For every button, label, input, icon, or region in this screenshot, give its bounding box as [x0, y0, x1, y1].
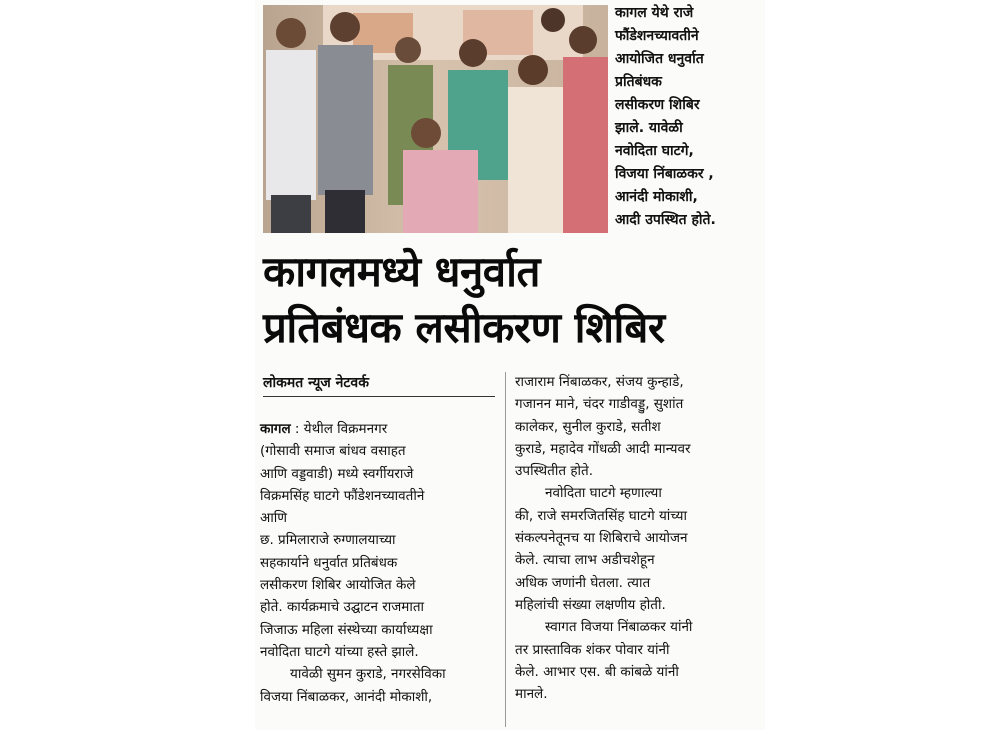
caption-line: लसीकरण शिबिर — [615, 97, 700, 113]
photo-caption — [615, 2, 763, 232]
paragraph-line: केले. आभार एस. बी कांबळे यांनी — [515, 663, 679, 680]
caption-line: फौंडेशनच्यावतीने — [615, 28, 699, 44]
news-photo — [263, 5, 608, 233]
paragraph-line: कुराडे, महादेव गोंधळी आदी मान्यवर — [515, 440, 691, 457]
dateline: कागल — [260, 421, 291, 437]
paragraph-line: छ. प्रमिलाराजे रुग्णालयाच्या — [260, 532, 396, 549]
paragraph-line: तर प्रास्ताविक शंकर पोवार यांनी — [515, 641, 670, 658]
paragraph-line: संकल्पनेतूनच या शिबिराचे आयोजन — [515, 530, 688, 547]
caption-line: आदी उपस्थित होते. — [615, 212, 716, 228]
paragraph-line: कागल : येथील विक्रमनगर — [260, 421, 388, 437]
paragraph-line: कालेकर, सुनील कुराडे, सतीश — [515, 418, 661, 435]
caption-line: नवोदिता घाटगे, — [615, 143, 694, 159]
column-divider — [505, 372, 506, 727]
paragraph-line: राजाराम निंबाळकर, संजय कुन्हाडे, — [515, 374, 684, 390]
caption-line: आयोजित धनुर्वात — [615, 51, 704, 67]
paragraph-line: गजानन माने, चंदर गाडीवड्डु, सुशांत — [515, 396, 684, 413]
paragraph-line: लसीकरण शिबिर आयोजित केले — [260, 577, 416, 594]
paragraph-line: अधिक जणांनी घेतला. त्यात — [515, 574, 651, 591]
paragraph-line: नवोदिता घाटगे म्हणाल्या — [545, 485, 662, 502]
paragraph-line: विक्रमसिंह घाटगे फौंडेशनच्यावतीने — [260, 487, 425, 504]
paragraph-line: केले. त्याचा लाभ अडीचशेहून — [515, 552, 655, 569]
paragraph-line: होते. कार्यक्रमाचे उद्घाटन राजमाता — [260, 599, 425, 616]
paragraph-line: महिलांची संख्या लक्षणीय होती. — [515, 596, 666, 613]
headline-line: कागलमध्ये धनुर्वात — [263, 247, 540, 296]
headline — [263, 244, 763, 356]
newspaper-clipping — [255, 0, 765, 730]
article-column-1 — [260, 418, 496, 708]
paragraph-line: यावेळी सुमन कुराडे, नगरसेविका — [290, 666, 446, 683]
byline: लोकमत न्यूज नेटवर्क — [263, 373, 495, 397]
headline-line: प्रतिबंधक लसीकरण शिबिर — [263, 303, 665, 352]
paragraph-line: आणि — [260, 510, 288, 527]
paragraph-line: (गोसावी समाज बांधव वसाहत — [260, 443, 406, 460]
paragraph-line: उपस्थितीत होते. — [515, 463, 593, 480]
paragraph-line: स्वागत विजया निंबाळकर यांनी — [545, 619, 693, 636]
article-column-2 — [515, 371, 760, 705]
caption-line: विजया निंबाळकर , — [615, 166, 714, 182]
caption-line: झाले. यावेळी — [615, 120, 683, 136]
paragraph-line: आणि वड्डवाडी) मध्ये स्वर्गीयराजे — [260, 465, 414, 482]
caption-line: प्रतिबंधक — [615, 74, 662, 90]
paragraph-line: विजया निंबाळकर, आनंदी मोकाशी, — [260, 688, 433, 705]
paragraph-line: नवोदिता घाटगे यांच्या हस्ते झाले. — [260, 643, 419, 660]
paragraph-line: मानले. — [515, 686, 548, 703]
caption-line: कागल येथे राजे — [615, 5, 694, 21]
caption-line: आनंदी मोकाशी, — [615, 189, 698, 205]
paragraph-line: की, राजे समरजितसिंह घाटगे यांच्या — [515, 507, 687, 524]
paragraph-line: सहकार्याने धनुर्वात प्रतिबंधक — [260, 554, 398, 571]
paragraph-line: जिजाऊ महिला संस्थेच्या कार्याध्यक्षा — [260, 621, 433, 638]
